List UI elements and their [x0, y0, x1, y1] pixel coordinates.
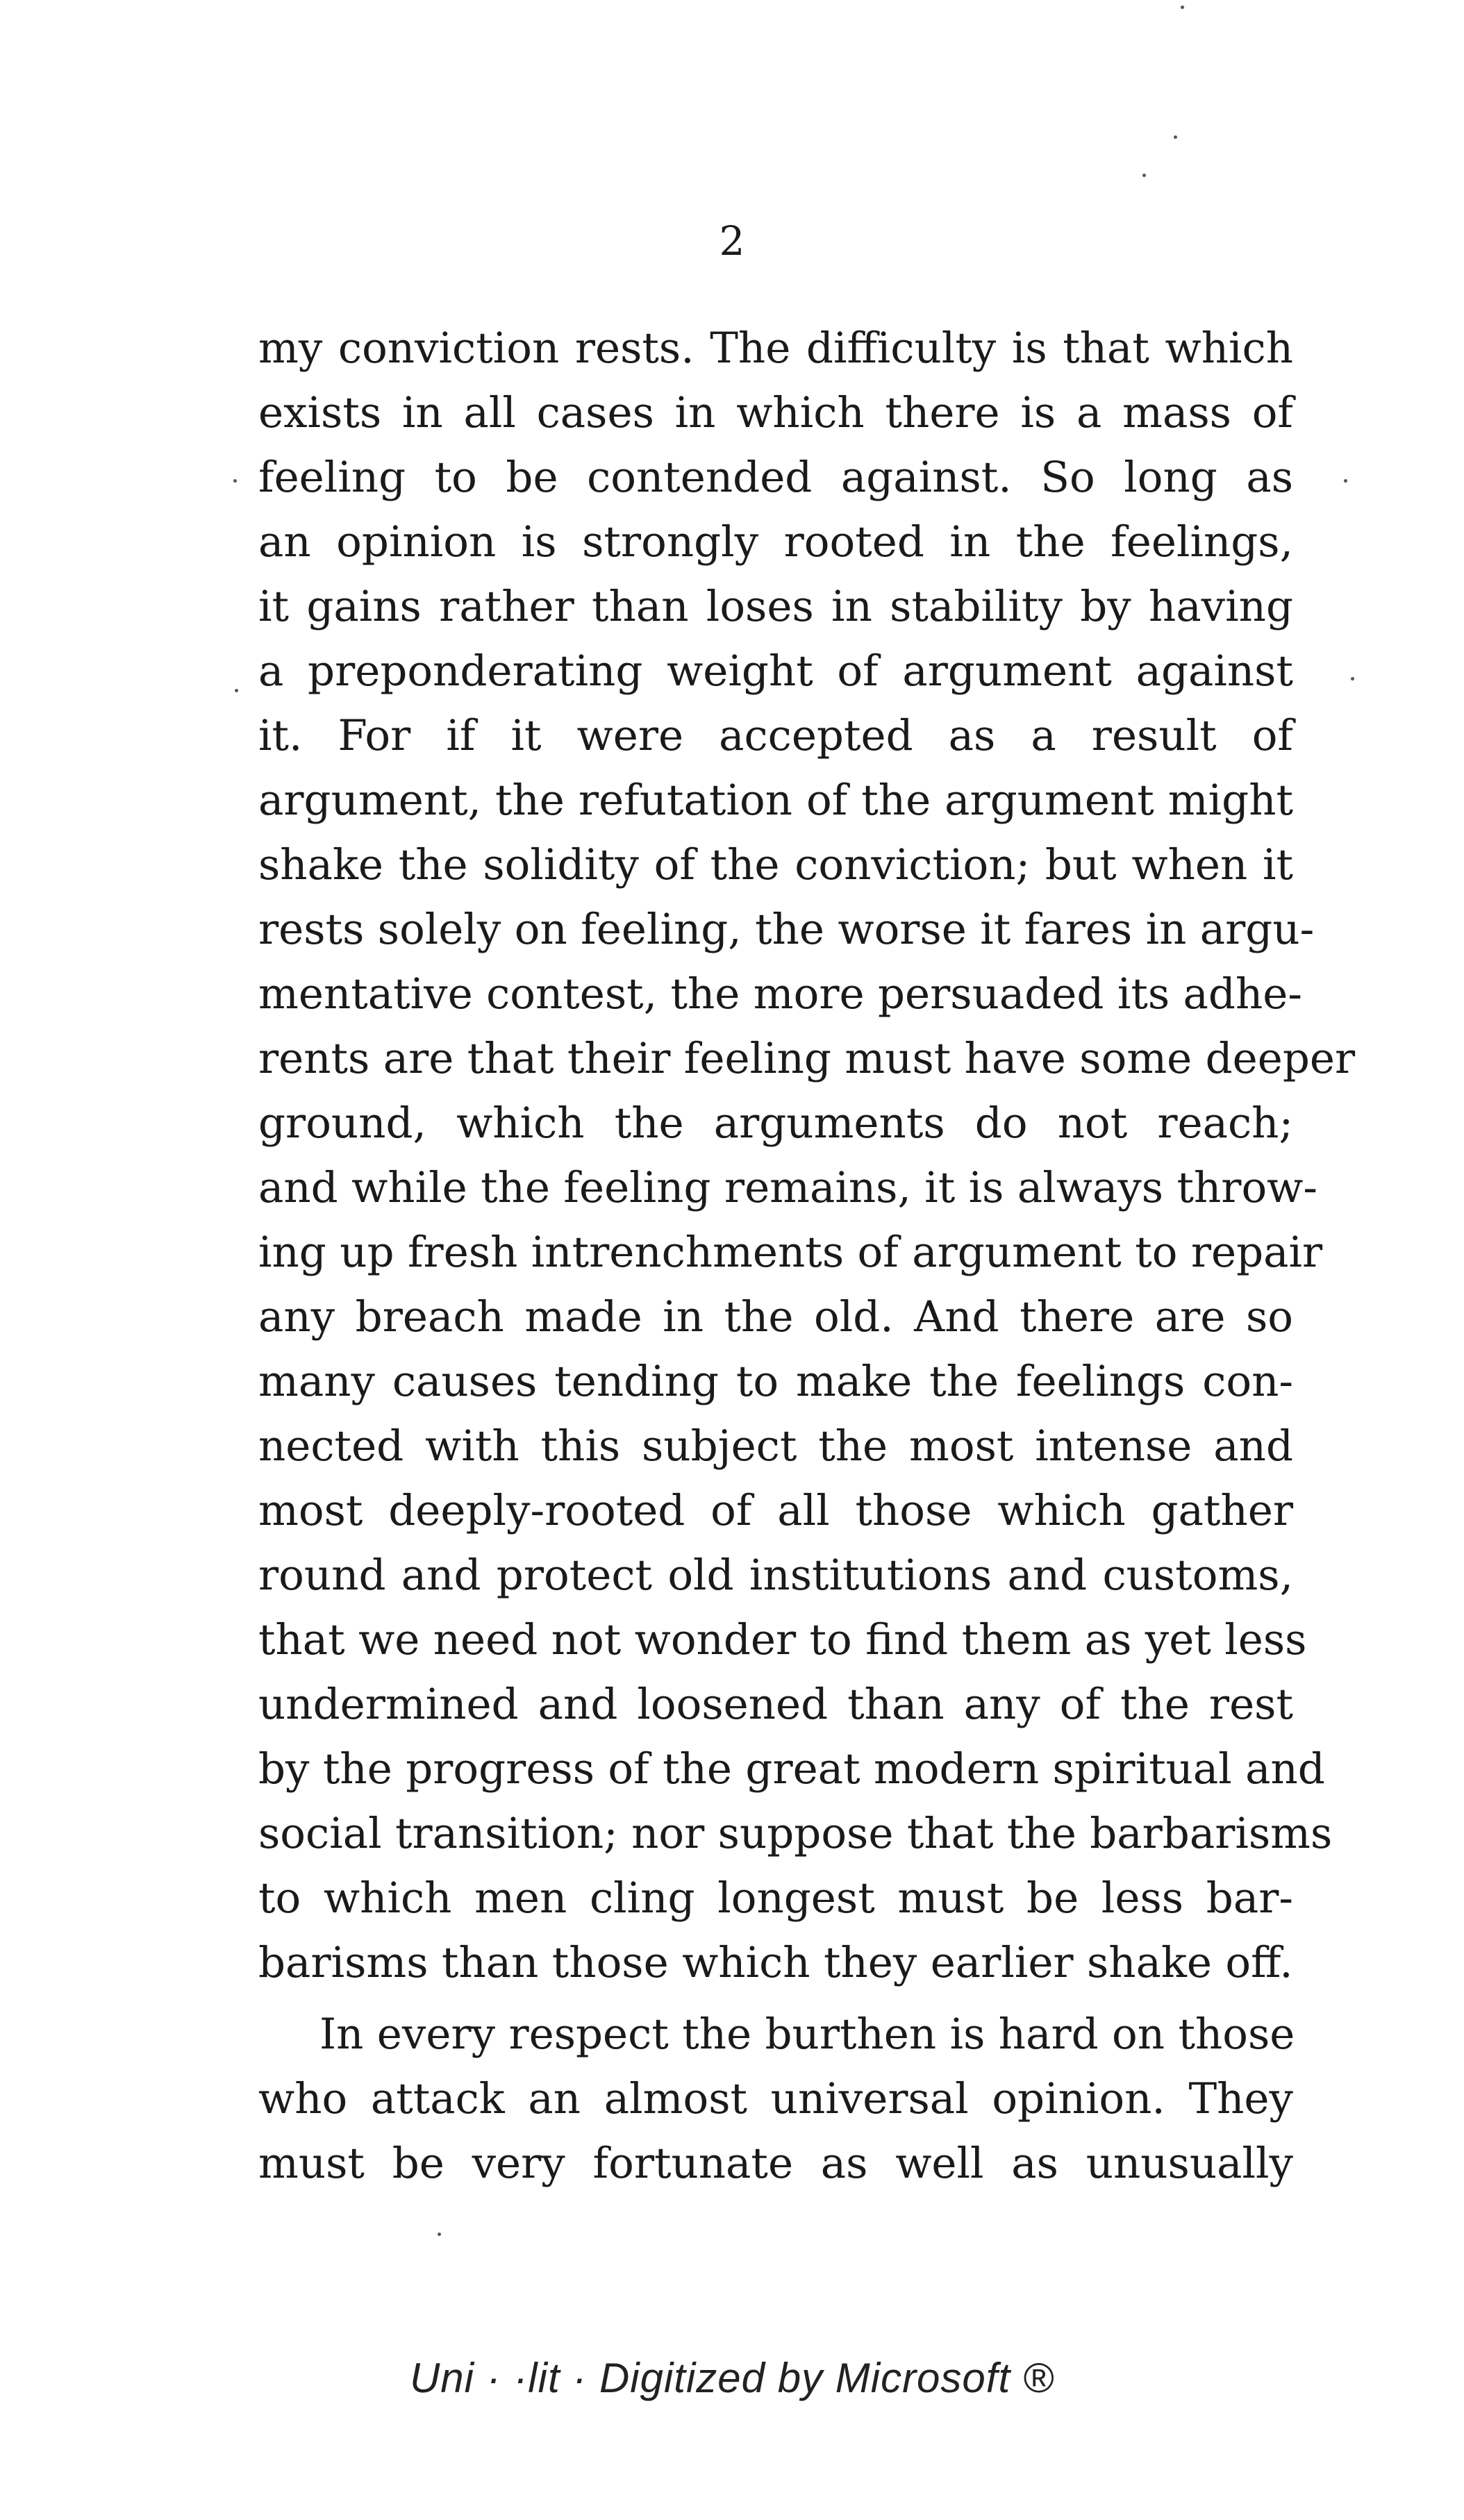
scan-speck	[1174, 135, 1177, 139]
digitization-watermark: Uni · ·lit · Digitized by Microsoft ®	[409, 2355, 1055, 2401]
text-line: rests solely on feeling, the worse it fares in argu-	[258, 905, 1315, 954]
text-line: a preponderating weight of argument against	[258, 646, 1293, 696]
text-line: it. For if it were accepted as a result of	[258, 711, 1293, 760]
text-line: round and protect old institutions and customs,	[258, 1551, 1293, 1600]
text-line: ing up fresh intrenchments of argument to repair	[258, 1228, 1323, 1277]
text-line: it gains rather than loses in stability by having	[258, 582, 1293, 631]
scan-speck	[233, 479, 237, 483]
scan-speck	[438, 2233, 441, 2236]
text-line: feeling to be contended against. So long as	[258, 453, 1293, 502]
text-line: exists in all cases in which there is a mass of	[258, 388, 1293, 437]
scan-speck	[1181, 6, 1184, 9]
text-line: nected with this subject the most intense and	[258, 1421, 1293, 1471]
text-line: to which men cling longest must be less bar-	[258, 1874, 1293, 1923]
text-line: an opinion is strongly rooted in the feelings,	[258, 517, 1293, 567]
body-text	[258, 316, 1356, 2196]
text-line: In every respect the burthen is hard on those	[319, 2010, 1295, 2059]
text-line: my conviction rests. The difficulty is that which	[258, 324, 1293, 373]
text-line: undermined and loosened than any of the rest	[258, 1680, 1293, 1729]
scan-speck	[235, 689, 238, 692]
scan-speck	[1142, 174, 1146, 177]
text-line: must be very fortunate as well as unusually	[258, 2139, 1293, 2188]
text-line: many causes tending to make the feelings con-	[258, 1357, 1293, 1406]
text-line: and while the feeling remains, it is always throw-	[258, 1163, 1317, 1212]
text-line: ground, which the arguments do not reach;	[258, 1099, 1293, 1148]
page-number: 2	[719, 217, 745, 265]
text-line: who attack an almost universal opinion. They	[258, 2074, 1293, 2123]
scan-speck	[1351, 677, 1354, 681]
text-line: social transition; nor suppose that the barbarisms	[258, 1809, 1333, 1858]
paragraph-gap	[258, 1995, 1293, 2002]
text-line: any breach made in the old. And there are so	[258, 1292, 1293, 1342]
text-line: that we need not wonder to find them as yet less	[258, 1615, 1307, 1664]
scan-speck	[1344, 479, 1347, 483]
text-line: most deeply-rooted of all those which gather	[258, 1486, 1293, 1535]
text-line: argument, the refutation of the argument might	[258, 776, 1293, 825]
text-line: rents are that their feeling must have some deeper	[258, 1034, 1356, 1083]
paragraph-1	[258, 316, 1356, 1995]
paragraph-2	[258, 2002, 1293, 2196]
text-line: by the progress of the great modern spiritual and	[258, 1744, 1325, 1794]
text-line: shake the solidity of the conviction; but when it	[258, 840, 1293, 890]
text-line: mentative contest, the more persuaded its adhe-	[258, 969, 1302, 1019]
text-line: barisms than those which they earlier shake off.	[258, 1938, 1293, 1987]
